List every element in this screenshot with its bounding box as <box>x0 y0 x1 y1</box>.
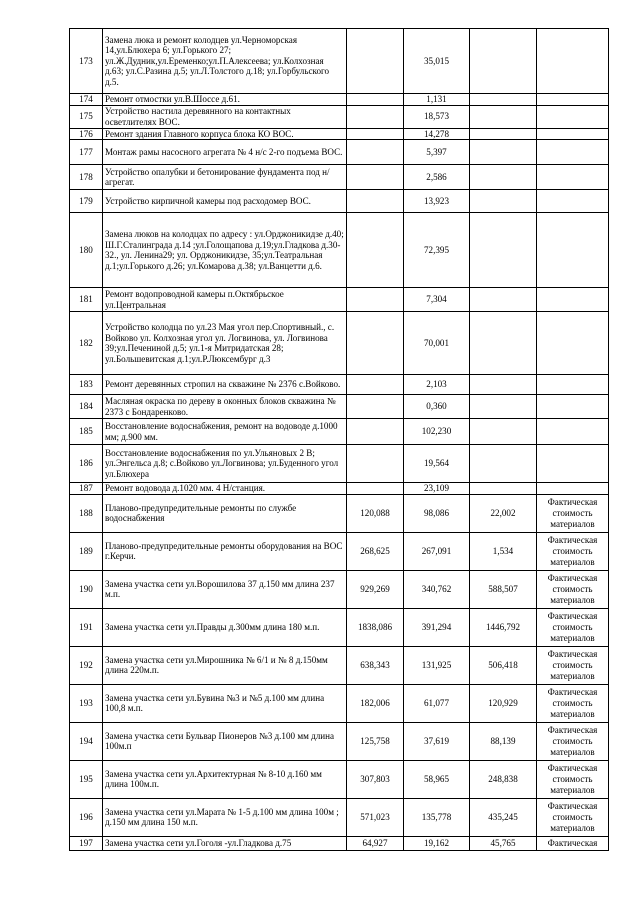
remaining-amount <box>470 29 537 94</box>
remaining-amount <box>470 128 537 140</box>
planned-amount <box>347 190 404 213</box>
work-description: Восстановление водоснабжения, ремонт на водоводе д.1000 мм; д.900 мм. <box>103 419 347 445</box>
table-row <box>70 494 609 532</box>
work-description: Замена люков на колодцах по адресу : ул.Орджоникидзе д.40; Ш.Г.Сталинграда д.14 ;ул.Голощапова д.19;ул.Гладкова д.30-32., ул. Ленина29; ул. Орджоникидзе, 35;ул.Театральная д.1;ул.Горького д.26; ул.Комарова д.38; ул.Ванцетти д.6. <box>103 213 347 288</box>
remaining-amount: 1446,792 <box>470 608 537 646</box>
work-description: Ремонт деревянных стропил на скважине № 2376 с.Войково. <box>103 375 347 395</box>
note-cell <box>537 288 609 312</box>
planned-amount: 638,343 <box>347 646 404 684</box>
note-cell: Фактическая стоимость материалов <box>537 684 609 722</box>
planned-amount: 1838,086 <box>347 608 404 646</box>
note-cell <box>537 445 609 483</box>
table-row <box>70 608 609 646</box>
note-cell <box>537 190 609 213</box>
table-row <box>70 836 609 850</box>
table-row <box>70 165 609 190</box>
planned-amount <box>347 395 404 419</box>
work-description: Замена участка сети ул.Архитектурная № 8-10 д.160 мм длина 100м.п. <box>103 760 347 798</box>
row-number: 193 <box>70 684 103 722</box>
work-description: Восстановление водоснабжения по ул.Ульяновых 2 В; ул.Энгельса д.8; с.Войково ул.Логвинова; ул.Буденного угол ул.Блюхера <box>103 445 347 483</box>
note-cell <box>537 140 609 165</box>
table-row <box>70 128 609 140</box>
row-number: 179 <box>70 190 103 213</box>
spent-amount: 1,131 <box>404 94 470 106</box>
row-number: 194 <box>70 722 103 760</box>
note-cell <box>537 419 609 445</box>
spent-amount: 14,278 <box>404 128 470 140</box>
table-row <box>70 190 609 213</box>
row-number: 188 <box>70 494 103 532</box>
planned-amount <box>347 128 404 140</box>
work-description: Замена люка и ремонт колодцев ул.Черноморская 14,ул.Блюхера 6; ул.Горького 27; ул.Ж.Дудник,ул.Еременко;ул.П.Алексеева; ул.Колхозная д.63; ул.С.Разина д.5; ул.Л.Толстого д.18; ул.Горбульского д.5. <box>103 29 347 94</box>
planned-amount: 182,006 <box>347 684 404 722</box>
planned-amount: 571,023 <box>347 798 404 836</box>
note-cell: Фактическая стоимость материалов <box>537 494 609 532</box>
table-row <box>70 760 609 798</box>
remaining-amount: 22,002 <box>470 494 537 532</box>
planned-amount <box>347 213 404 288</box>
work-description: Замена участка сети Бульвар Пионеров №3 д.100 мм длина 100м.п <box>103 722 347 760</box>
spent-amount: 5,397 <box>404 140 470 165</box>
remaining-amount <box>470 94 537 106</box>
note-cell <box>537 213 609 288</box>
remaining-amount <box>470 445 537 483</box>
remaining-amount: 88,139 <box>470 722 537 760</box>
planned-amount <box>347 419 404 445</box>
remaining-amount <box>470 375 537 395</box>
remaining-amount: 45,765 <box>470 836 537 850</box>
row-number: 176 <box>70 128 103 140</box>
row-number: 173 <box>70 29 103 94</box>
remaining-amount <box>470 105 537 128</box>
row-number: 190 <box>70 570 103 608</box>
table-row <box>70 646 609 684</box>
planned-amount <box>347 483 404 495</box>
planned-amount: 307,803 <box>347 760 404 798</box>
spent-amount: 70,001 <box>404 312 470 375</box>
note-cell: Фактическая стоимость материалов <box>537 798 609 836</box>
note-cell: Фактическая стоимость материалов <box>537 722 609 760</box>
work-description: Устройство опалубки и бетонирование фундамента под н/агрегат. <box>103 165 347 190</box>
table-row <box>70 213 609 288</box>
table-row <box>70 312 609 375</box>
work-description: Ремонт водовода д.1020 мм. 4 Н/станция. <box>103 483 347 495</box>
work-description: Замена участка сети ул.Марата № 1-5 д.100 мм длина 100м ; д.150 мм длина 150 м.п. <box>103 798 347 836</box>
planned-amount: 120,088 <box>347 494 404 532</box>
row-number: 180 <box>70 213 103 288</box>
planned-amount <box>347 288 404 312</box>
remaining-amount: 506,418 <box>470 646 537 684</box>
spent-amount: 37,619 <box>404 722 470 760</box>
table-row <box>70 140 609 165</box>
note-cell <box>537 312 609 375</box>
remaining-amount <box>470 483 537 495</box>
remaining-amount <box>470 190 537 213</box>
planned-amount <box>347 165 404 190</box>
spent-amount: 72,395 <box>404 213 470 288</box>
note-cell: Фактическая стоимость материалов <box>537 532 609 570</box>
spent-amount: 35,015 <box>404 29 470 94</box>
spent-amount: 340,762 <box>404 570 470 608</box>
spent-amount: 18,573 <box>404 105 470 128</box>
table-row <box>70 105 609 128</box>
remaining-amount <box>470 395 537 419</box>
note-cell: Фактическая стоимость материалов <box>537 646 609 684</box>
work-description: Замена участка сети ул.Мирошника № 6/1 и № 8 д.150мм длина 220м.п. <box>103 646 347 684</box>
table-row <box>70 532 609 570</box>
spent-amount: 102,230 <box>404 419 470 445</box>
row-number: 175 <box>70 105 103 128</box>
remaining-amount: 435,245 <box>470 798 537 836</box>
work-description: Масляная окраска по дереву в оконных блоков скважина № 2373 с Бондаренково. <box>103 395 347 419</box>
remaining-amount <box>470 288 537 312</box>
table-row <box>70 29 609 94</box>
remaining-amount <box>470 213 537 288</box>
note-cell <box>537 165 609 190</box>
work-description: Замена участка сети ул.Правды д.300мм длина 180 м.п. <box>103 608 347 646</box>
note-cell <box>537 94 609 106</box>
work-description: Монтаж рамы насосного агрегата № 4 н/с 2-го подъема ВОС. <box>103 140 347 165</box>
table-row <box>70 94 609 106</box>
table-row <box>70 570 609 608</box>
table-row <box>70 395 609 419</box>
spent-amount: 61,077 <box>404 684 470 722</box>
remaining-amount: 1,534 <box>470 532 537 570</box>
work-description: Замена участка сети ул.Гоголя -ул.Гладкова д.75 <box>103 836 347 850</box>
table-row <box>70 684 609 722</box>
spent-amount: 135,778 <box>404 798 470 836</box>
work-description: Устройство колодца по ул.23 Мая угол пер.Спортивный., с. Войково ул. Колхозная угол ул. Логвинова, ул. Логвинова 39;ул.Печениной д.5; ул.1-я Митридатская 28; ул.Большевитская д.1;ул.Р.Люксембург д.3 <box>103 312 347 375</box>
spent-amount: 19,564 <box>404 445 470 483</box>
table-row <box>70 419 609 445</box>
planned-amount: 125,758 <box>347 722 404 760</box>
planned-amount: 268,625 <box>347 532 404 570</box>
spent-amount: 2,586 <box>404 165 470 190</box>
row-number: 192 <box>70 646 103 684</box>
work-description: Планово-предупредительные ремонты по службе водоснабжения <box>103 494 347 532</box>
spent-amount: 0,360 <box>404 395 470 419</box>
remaining-amount: 120,929 <box>470 684 537 722</box>
work-description: Ремонт здания Главного корпуса блока КО ВОС. <box>103 128 347 140</box>
work-description: Ремонт отмостки ул.В.Шоссе д.61. <box>103 94 347 106</box>
table-row <box>70 288 609 312</box>
spent-amount: 391,294 <box>404 608 470 646</box>
row-number: 177 <box>70 140 103 165</box>
note-cell <box>537 105 609 128</box>
row-number: 197 <box>70 836 103 850</box>
planned-amount <box>347 105 404 128</box>
note-cell <box>537 128 609 140</box>
work-description: Замена участка сети ул.Бувина №3 и №5 д.100 мм длина 100,8 м.п. <box>103 684 347 722</box>
note-cell <box>537 29 609 94</box>
note-cell: Фактическая стоимость материалов <box>537 760 609 798</box>
note-cell <box>537 395 609 419</box>
row-number: 183 <box>70 375 103 395</box>
row-number: 174 <box>70 94 103 106</box>
row-number: 185 <box>70 419 103 445</box>
row-number: 196 <box>70 798 103 836</box>
row-number: 191 <box>70 608 103 646</box>
remaining-amount <box>470 312 537 375</box>
planned-amount <box>347 312 404 375</box>
remaining-amount <box>470 140 537 165</box>
note-cell: Фактическая <box>537 836 609 850</box>
planned-amount: 929,269 <box>347 570 404 608</box>
table-row <box>70 445 609 483</box>
spent-amount: 2,103 <box>404 375 470 395</box>
work-description: Устройство настила деревянного на контактных осветлителях ВОС. <box>103 105 347 128</box>
planned-amount <box>347 29 404 94</box>
spent-amount: 13,923 <box>404 190 470 213</box>
spent-amount: 7,304 <box>404 288 470 312</box>
table-row <box>70 375 609 395</box>
note-cell: Фактическая стоимость материалов <box>537 608 609 646</box>
spent-amount: 19,162 <box>404 836 470 850</box>
row-number: 184 <box>70 395 103 419</box>
note-cell <box>537 375 609 395</box>
spent-amount: 98,086 <box>404 494 470 532</box>
work-description: Замена участка сети ул.Ворошилова 37 д.150 мм длина 237 м.п. <box>103 570 347 608</box>
work-description: Ремонт водопроводной камеры п.Октябрьское ул.Центральная <box>103 288 347 312</box>
planned-amount <box>347 445 404 483</box>
work-description: Планово-предупредительные ремонты оборудования на ВОС г.Керчи. <box>103 532 347 570</box>
remaining-amount <box>470 165 537 190</box>
planned-amount: 64,927 <box>347 836 404 850</box>
spent-amount: 58,965 <box>404 760 470 798</box>
row-number: 181 <box>70 288 103 312</box>
row-number: 195 <box>70 760 103 798</box>
planned-amount <box>347 140 404 165</box>
remaining-amount: 588,507 <box>470 570 537 608</box>
table-row <box>70 722 609 760</box>
spent-amount: 267,091 <box>404 532 470 570</box>
note-cell <box>537 483 609 495</box>
table-row <box>70 483 609 495</box>
row-number: 182 <box>70 312 103 375</box>
row-number: 178 <box>70 165 103 190</box>
spent-amount: 131,925 <box>404 646 470 684</box>
row-number: 189 <box>70 532 103 570</box>
remaining-amount: 248,838 <box>470 760 537 798</box>
repairs-table <box>69 28 609 851</box>
planned-amount <box>347 375 404 395</box>
spent-amount: 23,109 <box>404 483 470 495</box>
row-number: 187 <box>70 483 103 495</box>
table-row <box>70 798 609 836</box>
row-number: 186 <box>70 445 103 483</box>
remaining-amount <box>470 419 537 445</box>
planned-amount <box>347 94 404 106</box>
work-description: Устройство кирпичной камеры под расходомер ВОС. <box>103 190 347 213</box>
note-cell: Фактическая стоимость материалов <box>537 570 609 608</box>
